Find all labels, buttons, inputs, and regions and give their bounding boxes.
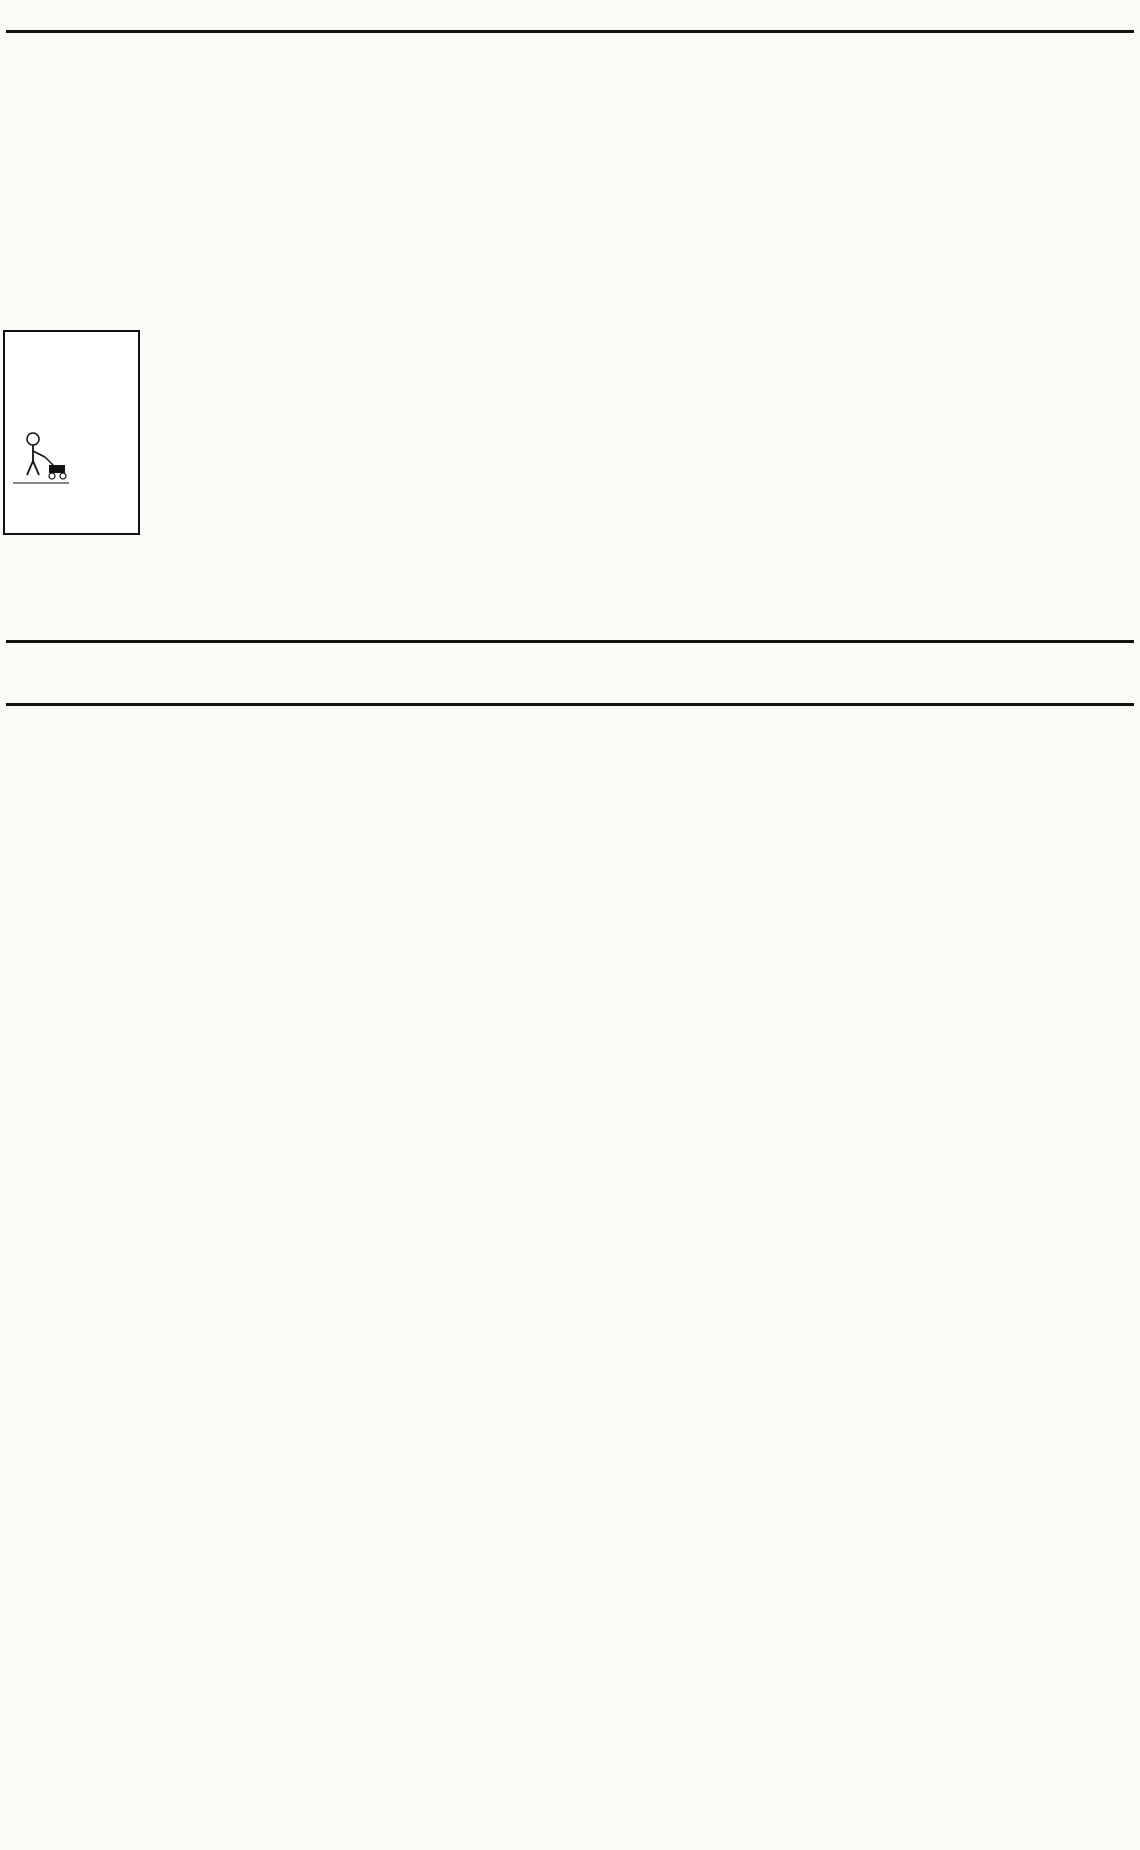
home-service-guide-banner [6,640,1134,706]
page-folio [6,6,1134,24]
classified-columns [6,30,1134,630]
blue-grass-phones [9,532,134,535]
service-directory-columns [6,716,1134,1842]
blue-grass-farms-ad [3,330,140,535]
lawn-mower-illustration [11,427,71,487]
